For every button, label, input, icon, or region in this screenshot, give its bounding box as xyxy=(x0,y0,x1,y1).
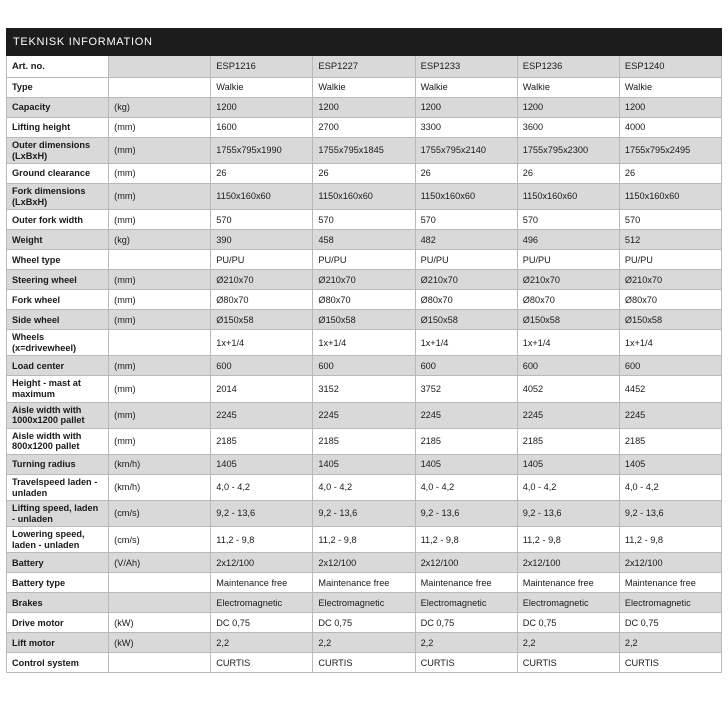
table-row xyxy=(7,184,722,210)
row-unit xyxy=(109,250,211,270)
row-label: Fork dimensions (LxBxH) xyxy=(7,184,109,210)
row-unit xyxy=(109,653,211,673)
table-cell: 1600 xyxy=(211,118,313,138)
row-label: Height - mast at maximum xyxy=(7,376,109,402)
row-label: Aisle width with 1000x1200 pallet xyxy=(7,402,109,428)
table-row xyxy=(7,613,722,633)
table-cell: 2185 xyxy=(313,428,415,454)
table-cell: 600 xyxy=(415,356,517,376)
table-cell: Walkie xyxy=(517,78,619,98)
row-label: Outer dimensions (LxBxH) xyxy=(7,138,109,164)
table-cell: 2x12/100 xyxy=(415,553,517,573)
table-cell: 1150x160x60 xyxy=(517,184,619,210)
table-row xyxy=(7,78,722,98)
row-unit: (km/h) xyxy=(109,474,211,500)
table-cell: Walkie xyxy=(619,78,721,98)
table-cell: PU/PU xyxy=(415,250,517,270)
table-cell: Electromagnetic xyxy=(415,593,517,613)
table-cell: PU/PU xyxy=(619,250,721,270)
table-cell: 600 xyxy=(313,356,415,376)
table-cell: 2,2 xyxy=(415,633,517,653)
table-cell: PU/PU xyxy=(313,250,415,270)
row-unit: (cm/s) xyxy=(109,501,211,527)
table-cell: 1405 xyxy=(211,454,313,474)
table-cell: 570 xyxy=(415,210,517,230)
row-unit: (cm/s) xyxy=(109,527,211,553)
table-cell: Electromagnetic xyxy=(619,593,721,613)
table-row xyxy=(7,573,722,593)
row-label: Ground clearance xyxy=(7,164,109,184)
table-cell: 1200 xyxy=(415,98,517,118)
table-cell: 26 xyxy=(313,164,415,184)
table-row xyxy=(7,230,722,250)
table-cell: 2014 xyxy=(211,376,313,402)
table-cell: Ø150x58 xyxy=(517,310,619,330)
row-label: Capacity xyxy=(7,98,109,118)
table-cell: Maintenance free xyxy=(211,573,313,593)
table-cell: Electromagnetic xyxy=(517,593,619,613)
column-header-article-no: Art. no. xyxy=(7,56,109,78)
table-cell: 2x12/100 xyxy=(619,553,721,573)
table-cell: Ø80x70 xyxy=(313,290,415,310)
table-cell: 1150x160x60 xyxy=(415,184,517,210)
table-cell: CURTIS xyxy=(619,653,721,673)
table-cell: 26 xyxy=(517,164,619,184)
table-cell: 2185 xyxy=(415,428,517,454)
table-row xyxy=(7,454,722,474)
table-cell: 390 xyxy=(211,230,313,250)
row-label: Lift motor xyxy=(7,633,109,653)
table-cell: Walkie xyxy=(415,78,517,98)
table-cell: 1755x795x2140 xyxy=(415,138,517,164)
table-cell: Ø80x70 xyxy=(517,290,619,310)
table-cell: PU/PU xyxy=(211,250,313,270)
column-header-model: ESP1236 xyxy=(517,56,619,78)
table-cell: Ø210x70 xyxy=(211,270,313,290)
table-cell: 2,2 xyxy=(517,633,619,653)
table-cell: 1x+1/4 xyxy=(619,330,721,356)
table-title-row xyxy=(7,29,722,56)
row-label: Lifting speed, laden - unladen xyxy=(7,501,109,527)
table-row xyxy=(7,653,722,673)
row-unit xyxy=(109,593,211,613)
table-cell: Ø150x58 xyxy=(415,310,517,330)
row-label: Type xyxy=(7,78,109,98)
table-cell: 570 xyxy=(211,210,313,230)
row-unit: (mm) xyxy=(109,138,211,164)
table-cell: 1200 xyxy=(517,98,619,118)
table-cell: 2245 xyxy=(211,402,313,428)
row-label: Weight xyxy=(7,230,109,250)
row-unit xyxy=(109,330,211,356)
technical-information-table xyxy=(6,28,722,673)
table-cell: Ø80x70 xyxy=(619,290,721,310)
row-label: Battery xyxy=(7,553,109,573)
table-row xyxy=(7,356,722,376)
table-cell: DC 0,75 xyxy=(211,613,313,633)
table-cell: 2,2 xyxy=(313,633,415,653)
table-cell: 570 xyxy=(517,210,619,230)
table-row xyxy=(7,501,722,527)
row-unit: (mm) xyxy=(109,290,211,310)
row-label: Aisle width with 800x1200 pallet xyxy=(7,428,109,454)
row-unit: (mm) xyxy=(109,184,211,210)
table-cell: Electromagnetic xyxy=(211,593,313,613)
table-row xyxy=(7,633,722,653)
table-cell: 570 xyxy=(313,210,415,230)
table-cell: 1755x795x2300 xyxy=(517,138,619,164)
table-row xyxy=(7,310,722,330)
table-cell: 2245 xyxy=(415,402,517,428)
column-header-model: ESP1233 xyxy=(415,56,517,78)
table-cell: PU/PU xyxy=(517,250,619,270)
table-cell: 2245 xyxy=(313,402,415,428)
table-cell: 9,2 - 13,6 xyxy=(619,501,721,527)
row-unit: (mm) xyxy=(109,376,211,402)
row-label: Lifting height xyxy=(7,118,109,138)
table-cell: Ø210x70 xyxy=(619,270,721,290)
table-cell: CURTIS xyxy=(517,653,619,673)
table-cell: Ø210x70 xyxy=(415,270,517,290)
table-cell: 3152 xyxy=(313,376,415,402)
table-row xyxy=(7,290,722,310)
row-label: Control system xyxy=(7,653,109,673)
table-cell: 458 xyxy=(313,230,415,250)
table-cell: 26 xyxy=(415,164,517,184)
table-cell: 1755x795x1990 xyxy=(211,138,313,164)
row-unit: (kg) xyxy=(109,230,211,250)
column-header-model: ESP1216 xyxy=(211,56,313,78)
row-unit: (mm) xyxy=(109,428,211,454)
table-cell: 482 xyxy=(415,230,517,250)
table-row xyxy=(7,376,722,402)
table-cell: 9,2 - 13,6 xyxy=(415,501,517,527)
row-label: Steering wheel xyxy=(7,270,109,290)
row-unit xyxy=(109,573,211,593)
page-title: TEKNISK INFORMATION xyxy=(7,29,722,56)
row-unit: (kW) xyxy=(109,613,211,633)
table-cell: 570 xyxy=(619,210,721,230)
table-cell: 2x12/100 xyxy=(517,553,619,573)
table-cell: 26 xyxy=(211,164,313,184)
table-cell: Ø150x58 xyxy=(313,310,415,330)
table-cell: 1755x795x1845 xyxy=(313,138,415,164)
table-cell: 1x+1/4 xyxy=(211,330,313,356)
table-header-row xyxy=(7,56,722,78)
table-row xyxy=(7,98,722,118)
table-cell: 4,0 - 4,2 xyxy=(313,474,415,500)
table-row xyxy=(7,402,722,428)
table-cell: Electromagnetic xyxy=(313,593,415,613)
row-label: Wheels (x=drivewheel) xyxy=(7,330,109,356)
table-cell: 1150x160x60 xyxy=(619,184,721,210)
row-label: Load center xyxy=(7,356,109,376)
table-cell: Maintenance free xyxy=(619,573,721,593)
row-label: Brakes xyxy=(7,593,109,613)
row-unit: (kg) xyxy=(109,98,211,118)
row-unit: (kW) xyxy=(109,633,211,653)
table-cell: 11,2 - 9,8 xyxy=(517,527,619,553)
table-cell: Ø150x58 xyxy=(211,310,313,330)
table-cell: 11,2 - 9,8 xyxy=(211,527,313,553)
table-cell: 2x12/100 xyxy=(211,553,313,573)
table-cell: DC 0,75 xyxy=(517,613,619,633)
row-unit: (mm) xyxy=(109,310,211,330)
table-cell: 9,2 - 13,6 xyxy=(313,501,415,527)
table-cell: Ø80x70 xyxy=(415,290,517,310)
row-unit: (km/h) xyxy=(109,454,211,474)
table-cell: 11,2 - 9,8 xyxy=(619,527,721,553)
table-cell: 26 xyxy=(619,164,721,184)
row-label: Lowering speed, laden - unladen xyxy=(7,527,109,553)
table-row xyxy=(7,250,722,270)
column-header-model: ESP1240 xyxy=(619,56,721,78)
table-row xyxy=(7,593,722,613)
table-row xyxy=(7,553,722,573)
table-row xyxy=(7,527,722,553)
table-cell: 4,0 - 4,2 xyxy=(211,474,313,500)
table-cell: 1150x160x60 xyxy=(211,184,313,210)
table-cell: 1150x160x60 xyxy=(313,184,415,210)
table-cell: Ø210x70 xyxy=(517,270,619,290)
table-cell: 1200 xyxy=(211,98,313,118)
row-label: Fork wheel xyxy=(7,290,109,310)
table-cell: 600 xyxy=(211,356,313,376)
table-cell: 1405 xyxy=(313,454,415,474)
table-cell: 2185 xyxy=(619,428,721,454)
table-cell: 3600 xyxy=(517,118,619,138)
row-unit: (V/Ah) xyxy=(109,553,211,573)
table-cell: 2,2 xyxy=(619,633,721,653)
table-cell: 4452 xyxy=(619,376,721,402)
row-label: Turning radius xyxy=(7,454,109,474)
table-cell: 2185 xyxy=(211,428,313,454)
table-cell: 1200 xyxy=(313,98,415,118)
table-row xyxy=(7,428,722,454)
table-body xyxy=(7,29,722,673)
table-cell: CURTIS xyxy=(415,653,517,673)
table-cell: 4,0 - 4,2 xyxy=(619,474,721,500)
table-cell: Ø210x70 xyxy=(313,270,415,290)
table-cell: Ø80x70 xyxy=(211,290,313,310)
table-cell: 4,0 - 4,2 xyxy=(415,474,517,500)
table-cell: 1405 xyxy=(619,454,721,474)
table-cell: 2245 xyxy=(619,402,721,428)
table-row xyxy=(7,210,722,230)
table-cell: 1200 xyxy=(619,98,721,118)
table-row xyxy=(7,270,722,290)
table-cell: Walkie xyxy=(211,78,313,98)
row-label: Wheel type xyxy=(7,250,109,270)
row-label: Outer fork width xyxy=(7,210,109,230)
row-unit: (mm) xyxy=(109,356,211,376)
table-cell: 4052 xyxy=(517,376,619,402)
table-cell: 11,2 - 9,8 xyxy=(415,527,517,553)
column-header-unit xyxy=(109,56,211,78)
row-label: Battery type xyxy=(7,573,109,593)
row-unit: (mm) xyxy=(109,164,211,184)
table-cell: 496 xyxy=(517,230,619,250)
table-cell: DC 0,75 xyxy=(619,613,721,633)
row-unit: (mm) xyxy=(109,402,211,428)
table-cell: Walkie xyxy=(313,78,415,98)
table-cell: 9,2 - 13,6 xyxy=(211,501,313,527)
table-cell: 3300 xyxy=(415,118,517,138)
table-cell: DC 0,75 xyxy=(313,613,415,633)
table-cell: 2x12/100 xyxy=(313,553,415,573)
row-unit: (mm) xyxy=(109,210,211,230)
table-row xyxy=(7,118,722,138)
table-cell: 9,2 - 13,6 xyxy=(517,501,619,527)
table-cell: Maintenance free xyxy=(313,573,415,593)
table-cell: 2245 xyxy=(517,402,619,428)
table-cell: 2,2 xyxy=(211,633,313,653)
table-cell: 1x+1/4 xyxy=(415,330,517,356)
table-cell: 512 xyxy=(619,230,721,250)
table-cell: 2700 xyxy=(313,118,415,138)
table-cell: CURTIS xyxy=(313,653,415,673)
table-cell: 1405 xyxy=(415,454,517,474)
table-cell: 1755x795x2495 xyxy=(619,138,721,164)
column-header-model: ESP1227 xyxy=(313,56,415,78)
table-cell: 1x+1/4 xyxy=(313,330,415,356)
row-unit: (mm) xyxy=(109,270,211,290)
row-label: Side wheel xyxy=(7,310,109,330)
table-cell: 11,2 - 9,8 xyxy=(313,527,415,553)
table-row xyxy=(7,138,722,164)
table-row xyxy=(7,474,722,500)
table-row xyxy=(7,330,722,356)
row-label: Drive motor xyxy=(7,613,109,633)
row-label: Travelspeed laden - unladen xyxy=(7,474,109,500)
table-cell: 3752 xyxy=(415,376,517,402)
table-cell: Ø150x58 xyxy=(619,310,721,330)
table-cell: CURTIS xyxy=(211,653,313,673)
table-cell: DC 0,75 xyxy=(415,613,517,633)
table-cell: 600 xyxy=(619,356,721,376)
table-cell: Maintenance free xyxy=(415,573,517,593)
row-unit xyxy=(109,78,211,98)
table-cell: 1x+1/4 xyxy=(517,330,619,356)
row-unit: (mm) xyxy=(109,118,211,138)
table-cell: 4000 xyxy=(619,118,721,138)
table-cell: 4,0 - 4,2 xyxy=(517,474,619,500)
table-cell: Maintenance free xyxy=(517,573,619,593)
table-cell: 1405 xyxy=(517,454,619,474)
table-row xyxy=(7,164,722,184)
table-cell: 2185 xyxy=(517,428,619,454)
table-cell: 600 xyxy=(517,356,619,376)
